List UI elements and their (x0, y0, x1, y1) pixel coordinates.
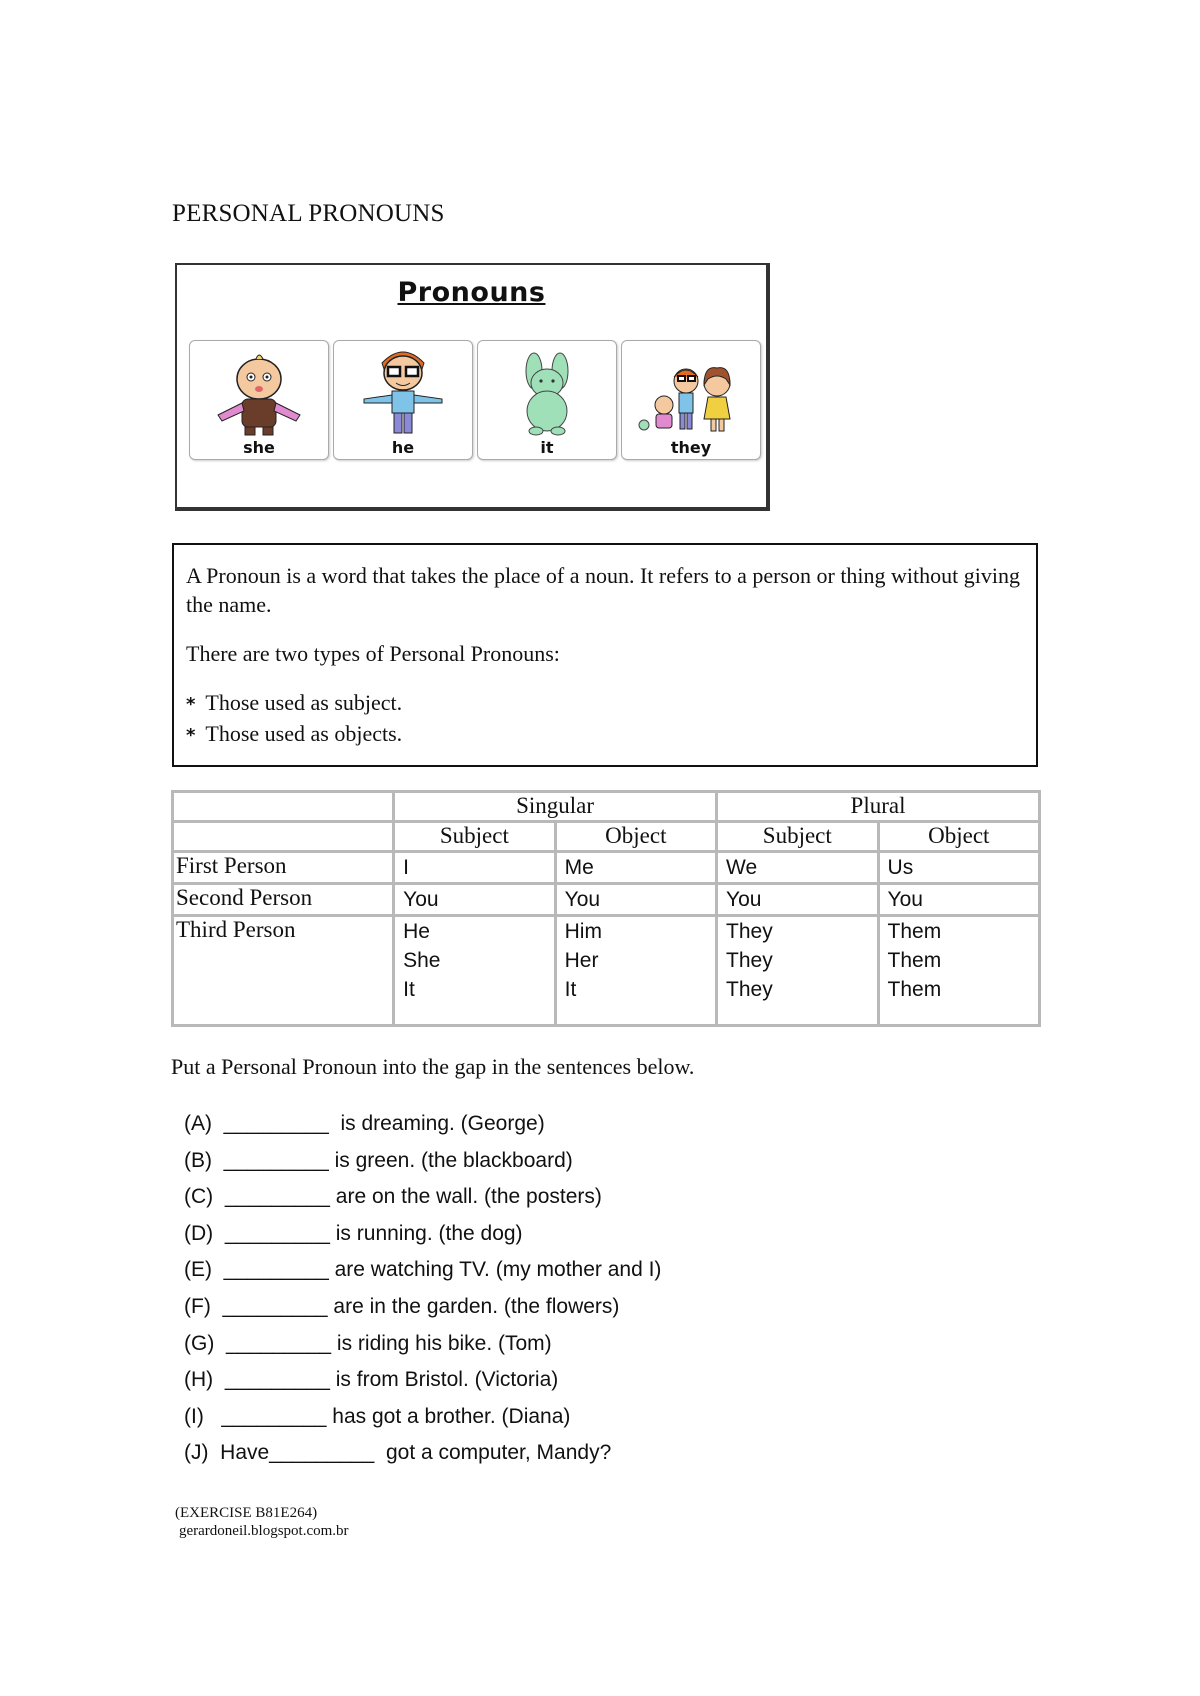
exercise-list (184, 1106, 661, 1472)
pronoun-table (171, 790, 1041, 1027)
list-item: * Those used as subject. (186, 690, 403, 715)
card-he (333, 340, 473, 460)
table-subheader-row (173, 822, 1040, 852)
table-cell: You (878, 884, 1039, 916)
table-cell: You (717, 884, 878, 916)
card-label-he: he (391, 438, 415, 457)
exercise-item: (F) _________ are in the garden. (the flowers) (184, 1294, 620, 1318)
bunny-toy-icon (478, 341, 616, 441)
table-corner-cell (173, 822, 394, 852)
definition-paragraph: A Pronoun is a word that takes the place of a noun. It refers to a person or thing without giving the name. (186, 563, 1020, 617)
table-row (173, 916, 1040, 1026)
header-plural: Plural (717, 792, 1040, 822)
table-corner-cell (173, 792, 394, 822)
table-cell: You (555, 884, 716, 916)
page-title: PERSONAL PRONOUNS (172, 200, 445, 227)
girl-baby-icon (190, 341, 328, 441)
subheader-cell: Object (878, 822, 1039, 852)
illustration-heading: Pronouns (397, 277, 546, 308)
card-label-it: it (540, 438, 554, 457)
table-cell: He She It (394, 916, 555, 1026)
exercise-item: (C) _________ are on the wall. (the posters) (184, 1185, 602, 1209)
header-singular: Singular (394, 792, 717, 822)
types-intro: There are two types of Personal Pronouns: (186, 641, 560, 666)
types-list (186, 688, 1024, 750)
card-it (477, 340, 617, 460)
card-they (621, 340, 761, 460)
table-cell: We (717, 852, 878, 884)
bullet-marker: * (186, 694, 196, 715)
table-header-row (173, 792, 1040, 822)
row-label: First Person (173, 852, 394, 884)
definition-box (172, 543, 1038, 767)
family-group-icon (622, 341, 760, 441)
table-row (173, 852, 1040, 884)
exercise-item: (H) _________ is from Bristol. (Victoria) (184, 1368, 559, 1392)
exercise-code: (EXERCISE B81E264) (175, 1505, 318, 1521)
card-label-they: they (670, 438, 712, 457)
table-cell: Me (555, 852, 716, 884)
row-label: Second Person (173, 884, 394, 916)
list-item: * Those used as objects. (186, 721, 403, 746)
row-label: Third Person (173, 916, 394, 1026)
card-label-she: she (243, 438, 275, 457)
card-she (189, 340, 329, 460)
table-cell: Him Her It (555, 916, 716, 1026)
exercise-item: (B) _________ is green. (the blackboard) (184, 1148, 573, 1172)
boy-glasses-icon (334, 341, 472, 441)
source-url: gerardoneil.blogspot.com.br (179, 1523, 349, 1539)
subheader-cell: Subject (717, 822, 878, 852)
subheader-cell: Subject (394, 822, 555, 852)
table-cell: You (394, 884, 555, 916)
table-cell: Them Them Them (878, 916, 1039, 1026)
exercise-item: (G) _________ is riding his bike. (Tom) (184, 1331, 552, 1355)
table-cell: Us (878, 852, 1039, 884)
pronouns-illustration (175, 263, 770, 511)
table-row (173, 884, 1040, 916)
exercise-item: (A) _________ is dreaming. (George) (184, 1112, 545, 1135)
bullet-marker: * (186, 725, 196, 746)
subheader-cell: Object (555, 822, 716, 852)
exercise-instruction: Put a Personal Pronoun into the gap in the sentences below. (171, 1054, 695, 1079)
exercise-item: (D) _________ is running. (the dog) (184, 1221, 523, 1245)
exercise-item: (I) _________ has got a brother. (Diana) (184, 1404, 571, 1428)
exercise-item: (J) Have_________ got a computer, Mandy? (184, 1441, 612, 1465)
exercise-item: (E) _________ are watching TV. (my mother and I) (184, 1258, 662, 1282)
table-cell: I (394, 852, 555, 884)
table-cell: They They They (717, 916, 878, 1026)
footer (175, 1504, 349, 1540)
